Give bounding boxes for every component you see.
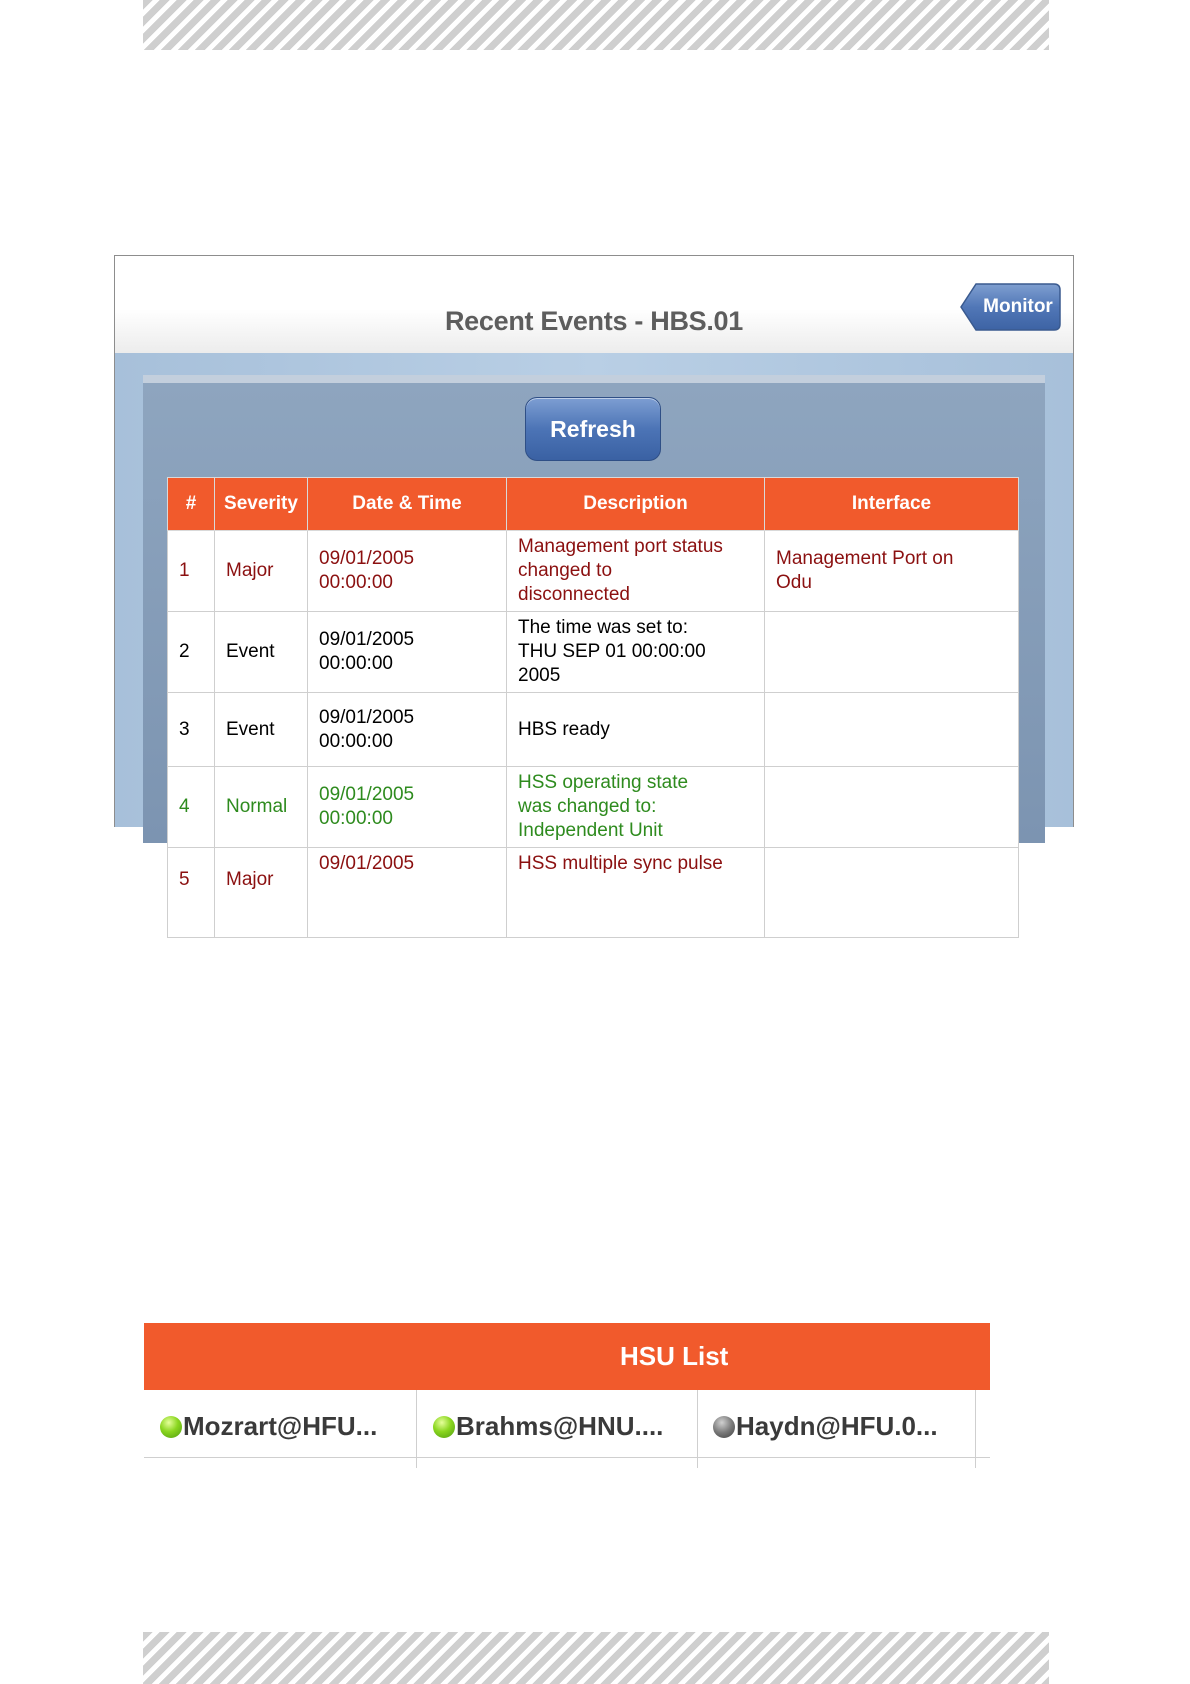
monitor-back-button[interactable] [960, 282, 1062, 332]
cell-datetime [308, 848, 507, 938]
cell-datetime [308, 693, 507, 767]
cell-datetime [308, 767, 507, 848]
date-text: 09/01/2005 [319, 784, 415, 805]
column-header-description[interactable]: Description [507, 478, 765, 531]
cell-number: 3 [168, 693, 215, 767]
hsu-item-brahms[interactable] [433, 1411, 663, 1442]
cell-severity: Normal [215, 767, 308, 848]
column-header-datetime[interactable]: Date & Time [308, 478, 507, 531]
cell-number: 1 [168, 531, 215, 612]
date-text: 09/01/2005 [319, 629, 415, 650]
interface-line: Odu [776, 572, 812, 593]
hsu-list-screen [144, 1323, 990, 1468]
cell-number: 4 [168, 767, 215, 848]
description-line: HSS multiple sync pulse [518, 853, 723, 874]
column-header-number[interactable]: # [168, 478, 215, 531]
cell-severity: Major [215, 848, 308, 938]
monitor-button-label: Monitor [983, 296, 1053, 317]
time-text: 00:00:00 [319, 808, 393, 829]
events-panel [143, 375, 1045, 890]
page-header-stripe [143, 0, 1049, 50]
cell-interface [765, 531, 1019, 612]
hsu-list-title: HSU List [620, 1341, 729, 1371]
status-green-icon [160, 1416, 182, 1438]
cell-interface [765, 693, 1019, 767]
cell-description [507, 612, 765, 693]
row-divider [144, 1457, 990, 1458]
table-row[interactable] [168, 767, 1019, 848]
status-grey-icon [713, 1416, 735, 1438]
hsu-list-header [144, 1323, 990, 1390]
cell-interface [765, 612, 1019, 693]
cell-severity: Event [215, 612, 308, 693]
time-text: 00:00:00 [319, 653, 393, 674]
description-line: HSS operating state [518, 772, 689, 793]
recent-events-screen [114, 255, 1074, 890]
table-row[interactable] [168, 531, 1019, 612]
time-text: 00:00:00 [319, 572, 393, 593]
title-bar [115, 256, 1073, 354]
description-line: was changed to: [518, 796, 657, 817]
cell-severity: Major [215, 531, 308, 612]
cell-datetime [308, 612, 507, 693]
date-text: 09/01/2005 [319, 548, 415, 569]
time-text: 00:00:00 [319, 730, 393, 752]
refresh-button[interactable]: Refresh [525, 397, 661, 461]
description-line: changed to [518, 560, 613, 581]
hsu-item-haydn[interactable] [713, 1411, 938, 1442]
cell-severity: Event [215, 693, 308, 767]
cell-description [507, 693, 765, 767]
events-table [167, 477, 1019, 938]
page-footer-stripe [143, 1632, 1049, 1684]
description-line: The time was set to: [518, 617, 689, 638]
description-line: Management port status [518, 536, 723, 557]
interface-line: Management Port on [776, 548, 954, 569]
date-text: 09/01/2005 [319, 706, 415, 728]
page-title: Recent Events - HBS.01 [444, 306, 743, 336]
cell-description [507, 767, 765, 848]
status-green-icon [433, 1416, 455, 1438]
content-background [115, 353, 1073, 890]
cell-number: 5 [168, 848, 215, 938]
description-line: disconnected [518, 584, 630, 605]
table-header-row [168, 478, 1019, 531]
cell-description [507, 848, 765, 938]
column-header-severity[interactable]: Severity [215, 478, 308, 531]
hsu-item-mozrart[interactable] [160, 1411, 377, 1442]
table-row[interactable] [168, 612, 1019, 693]
hsu-item-label: Mozrart@HFU... [183, 1411, 378, 1441]
description-line: 2005 [518, 665, 561, 686]
table-row[interactable] [168, 848, 1019, 938]
table-row[interactable] [168, 693, 1019, 767]
description-line: THU SEP 01 00:00:00 [518, 641, 706, 662]
description-line: HBS ready [518, 718, 610, 740]
date-text: 09/01/2005 [319, 853, 415, 874]
cell-number: 2 [168, 612, 215, 693]
description-line: Independent Unit [518, 820, 663, 841]
hsu-item-label: Brahms@HNU.... [456, 1411, 664, 1441]
column-header-interface[interactable]: Interface [765, 478, 1019, 531]
cell-interface [765, 767, 1019, 848]
hsu-item-label: Haydn@HFU.0... [736, 1411, 938, 1441]
cell-datetime [308, 531, 507, 612]
cell-interface [765, 848, 1019, 938]
cell-description [507, 531, 765, 612]
